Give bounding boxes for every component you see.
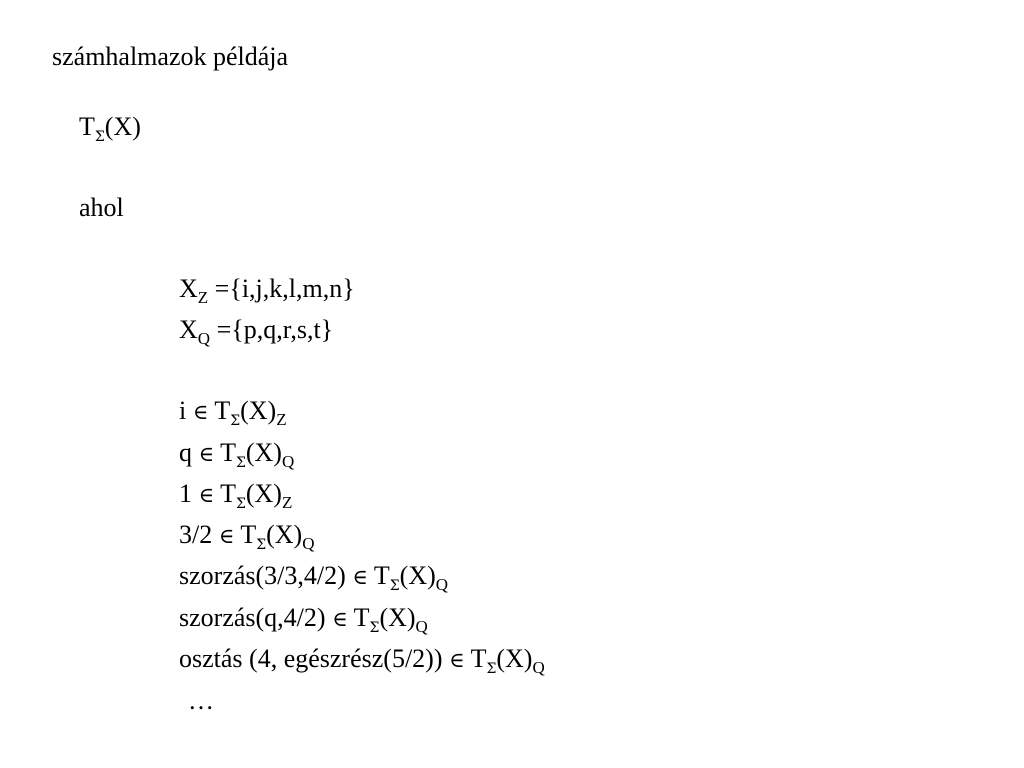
membership-lhs: i [179, 396, 193, 425]
membership-lhs: szorzás(3/3,4/2) [179, 561, 353, 590]
term-letter: T [373, 561, 390, 590]
membership-lhs: 1 [179, 479, 199, 508]
term-sigma-subscript: Σ [235, 496, 246, 512]
membership-lhs: q [179, 438, 199, 467]
membership-line [179, 436, 294, 471]
set-var: X [179, 274, 198, 303]
term-sigma-subscript: Σ [369, 620, 380, 636]
element-of-symbol: ∈ [352, 565, 368, 589]
term-sigma-subscript: Σ [94, 129, 105, 145]
term-arg: (X) [104, 112, 141, 141]
set-definition-q [179, 313, 333, 347]
set-subscript: Z [197, 288, 209, 307]
term-letter: T [353, 603, 370, 632]
ellipsis: … [188, 686, 214, 715]
membership-subscript: Z [281, 493, 293, 512]
term-sigma-subscript: Σ [235, 455, 246, 471]
term-arg: (X) [240, 396, 277, 425]
term-arg: (X) [379, 603, 416, 632]
membership-subscript: Q [302, 534, 315, 553]
set-members: ={i,j,k,l,m,n} [208, 274, 355, 303]
term-sigma-subscript: Σ [230, 413, 241, 429]
term-arg: (X) [266, 520, 303, 549]
term-arg: (X) [245, 438, 282, 467]
membership-line [179, 518, 314, 553]
set-definition-z [179, 272, 355, 306]
term-sigma-subscript: Σ [389, 578, 400, 594]
element-of-symbol: ∈ [332, 607, 348, 631]
element-of-symbol: ∈ [192, 400, 209, 424]
membership-line [179, 601, 428, 636]
set-subscript: Q [197, 329, 211, 348]
term-heading [79, 110, 141, 144]
slide-title: számhalmazok példája [52, 42, 289, 71]
membership-subscript: Z [276, 410, 287, 429]
term-letter: T [240, 520, 257, 549]
term-arg: (X) [399, 561, 436, 590]
membership-line [179, 477, 292, 512]
term-letter: T [214, 396, 231, 425]
term-arg: (X) [496, 644, 533, 673]
term-letter: T [220, 438, 236, 467]
term-letter: T [79, 112, 95, 141]
set-members: ={p,q,r,s,t} [210, 315, 334, 344]
term-arg: (X) [245, 479, 282, 508]
element-of-symbol: ∈ [218, 524, 235, 548]
membership-lhs: 3/2 [179, 520, 219, 549]
membership-lhs: osztás (4, egészrész(5/2)) [179, 644, 449, 673]
membership-subscript: Q [415, 617, 428, 636]
element-of-symbol: ∈ [449, 648, 465, 672]
term-letter: T [470, 644, 487, 673]
set-var: X [179, 315, 198, 344]
membership-line [179, 394, 287, 429]
element-of-symbol: ∈ [198, 483, 215, 507]
membership-lhs: szorzás(q,4/2) [179, 603, 333, 632]
membership-subscript: Q [281, 452, 295, 471]
ahol-label: ahol [79, 193, 124, 222]
term-sigma-subscript: Σ [486, 661, 497, 677]
element-of-symbol: ∈ [198, 442, 215, 466]
membership-subscript: Q [435, 575, 449, 594]
membership-line [179, 559, 448, 594]
term-letter: T [220, 479, 236, 508]
term-sigma-subscript: Σ [256, 537, 267, 553]
membership-line [179, 642, 545, 677]
membership-subscript: Q [532, 658, 545, 677]
